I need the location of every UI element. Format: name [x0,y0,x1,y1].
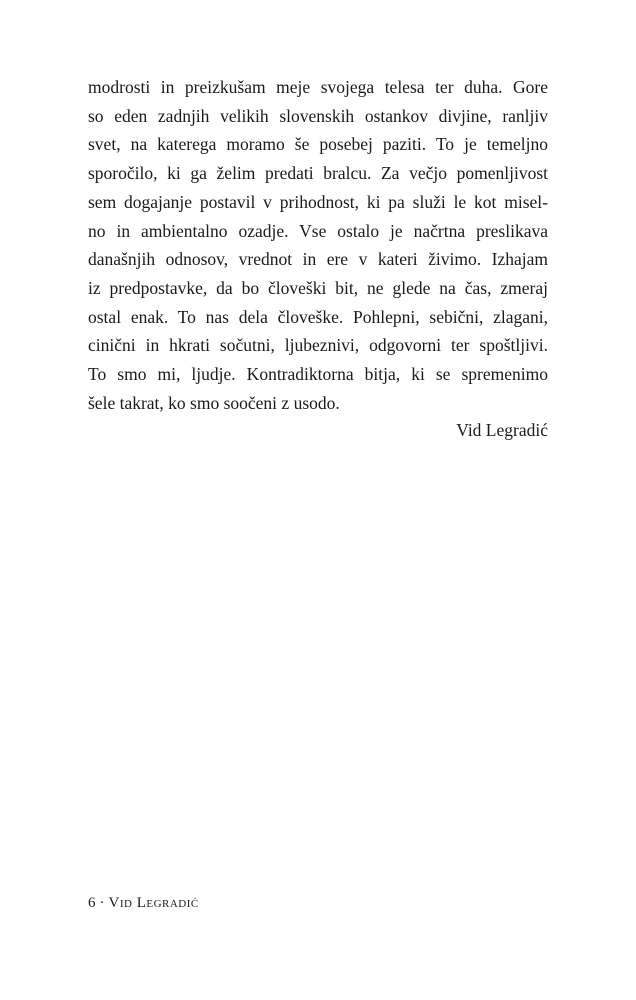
text-line-2: so eden zadnjih velikih slovenskih ostankov divjine, ranljiv [88,105,548,126]
body-paragraph [88,73,548,417]
text-line-3: svet, na katerega moramo še posebej paziti. To je temeljno [88,134,548,155]
author-signature: Vid Legradić [456,420,548,440]
text-line-11: To smo mi, ljudje. Kontradiktorna bitja, ki se spremenimo [88,364,548,385]
text-line-9: ostal enak. To nas dela človeške. Pohlepni, sebični, zlagani, [88,306,548,327]
text-line-5: sem dogajanje postavil v prihodnost, ki pa služi le kot misel- [88,191,548,212]
page-footer [88,893,199,913]
page-number: 6 [88,895,96,911]
text-line-8: iz predpostavke, da bo človeški bit, ne glede na čas, zmeraj [88,277,548,298]
text-line-4: sporočilo, ki ga želim predati bralcu. Za večjo pomenljivost [88,163,548,184]
text-line-12: šele takrat, ko smo soočeni z usodo. [88,392,340,413]
footer-author: Vid Legradić [108,895,199,911]
text-line-1: modrosti in preizkušam meje svojega telesa ter duha. Gore [88,77,548,97]
text-line-10: cinični in hkrati sočutni, ljubeznivi, odgovorni ter spoštljivi. [88,335,548,356]
footer-separator: · [99,895,105,911]
text-line-6: no in ambientalno ozadje. Vse ostalo je načrtna preslikava [88,220,548,241]
text-line-7: današnjih odnosov, vrednot in ere v kateri živimo. Izhajam [88,249,548,270]
